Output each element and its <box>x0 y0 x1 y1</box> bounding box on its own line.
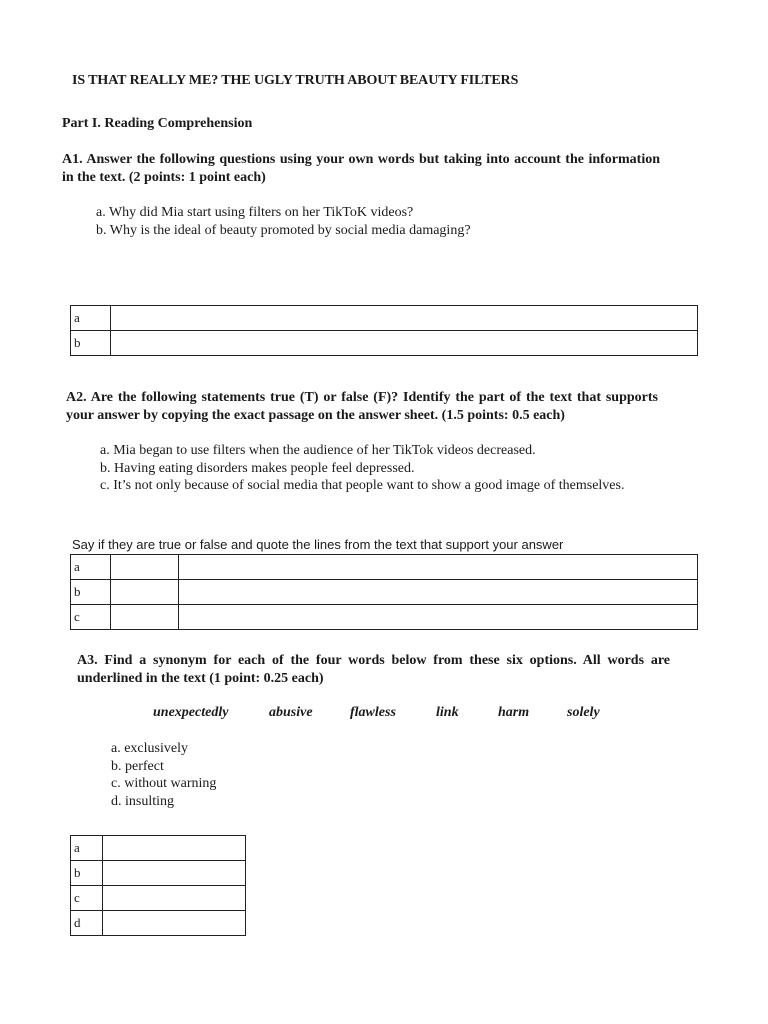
option-word: flawless <box>350 705 396 720</box>
a3-word-d: d. insulting <box>111 793 175 809</box>
quote-cell[interactable] <box>179 555 698 580</box>
option-word: link <box>436 705 459 720</box>
a3-word-b: b. perfect <box>111 758 164 774</box>
row-label: c <box>71 886 103 911</box>
option-word: abusive <box>269 705 313 720</box>
answer-cell[interactable] <box>103 861 246 886</box>
answer-cell[interactable] <box>103 836 246 861</box>
a2-heading: A2. Are the following statements true (T) or false (F)? Identify the part of the text that supports your answer by copying the exact passage on the answer sheet. (1.5 points: 0.5 each) <box>66 390 658 423</box>
row-label: b <box>71 580 111 605</box>
table-row <box>71 605 698 630</box>
row-label: b <box>71 331 111 356</box>
a2-answer-table <box>70 554 698 630</box>
row-label: b <box>71 861 103 886</box>
row-label: c <box>71 605 111 630</box>
document-title: IS THAT REALLY ME? THE UGLY TRUTH ABOUT BEAUTY FILTERS <box>72 73 519 88</box>
table-row <box>71 836 246 861</box>
a3-answer-table <box>70 835 246 936</box>
answer-cell[interactable] <box>103 911 246 936</box>
table-row <box>71 911 246 936</box>
true-false-cell[interactable] <box>111 555 179 580</box>
part-heading: Part I. Reading Comprehension <box>62 116 253 131</box>
row-label: a <box>71 555 111 580</box>
table-row <box>71 886 246 911</box>
quote-cell[interactable] <box>179 605 698 630</box>
table-row <box>71 580 698 605</box>
option-word: unexpectedly <box>153 705 229 720</box>
row-label: a <box>71 836 103 861</box>
row-label: d <box>71 911 103 936</box>
true-false-cell[interactable] <box>111 605 179 630</box>
table-row <box>71 861 246 886</box>
quote-cell[interactable] <box>179 580 698 605</box>
a3-heading: A3. Find a synonym for each of the four words below from these six options. All words are underlined in the text (1 point: 0.25 each) <box>77 653 670 686</box>
a1-question-a: a. Why did Mia start using filters on her TikToK videos? <box>96 205 414 220</box>
a1-questions <box>96 204 471 239</box>
a2-instruction: Say if they are true or false and quote the lines from the text that support your answer <box>72 537 564 552</box>
a1-heading: A1. Answer the following questions using your own words but taking into account the information in the text. (2 points: 1 point each) <box>62 152 660 185</box>
a1-answer-table <box>70 305 698 356</box>
true-false-cell[interactable] <box>111 580 179 605</box>
a2-statements <box>100 442 624 495</box>
a3-words <box>111 740 216 810</box>
table-row <box>71 331 698 356</box>
answer-cell[interactable] <box>103 886 246 911</box>
answer-cell[interactable] <box>111 331 698 356</box>
option-word: solely <box>567 705 600 720</box>
a2-statement-c: c. It’s not only because of social media that people want to show a good image of themselves. <box>100 478 625 493</box>
a3-word-c: c. without warning <box>111 776 217 791</box>
option-word: harm <box>498 705 530 720</box>
table-row <box>71 306 698 331</box>
a2-statement-a: a. Mia began to use filters when the audience of her TikTok videos decreased. <box>100 443 536 458</box>
a1-question-b: b. Why is the ideal of beauty promoted by social media damaging? <box>96 222 471 238</box>
row-label: a <box>71 306 111 331</box>
table-row <box>71 555 698 580</box>
answer-cell[interactable] <box>111 306 698 331</box>
a2-statement-b: b. Having eating disorders makes people feel depressed. <box>100 460 415 476</box>
a3-word-a: a. exclusively <box>111 741 188 756</box>
